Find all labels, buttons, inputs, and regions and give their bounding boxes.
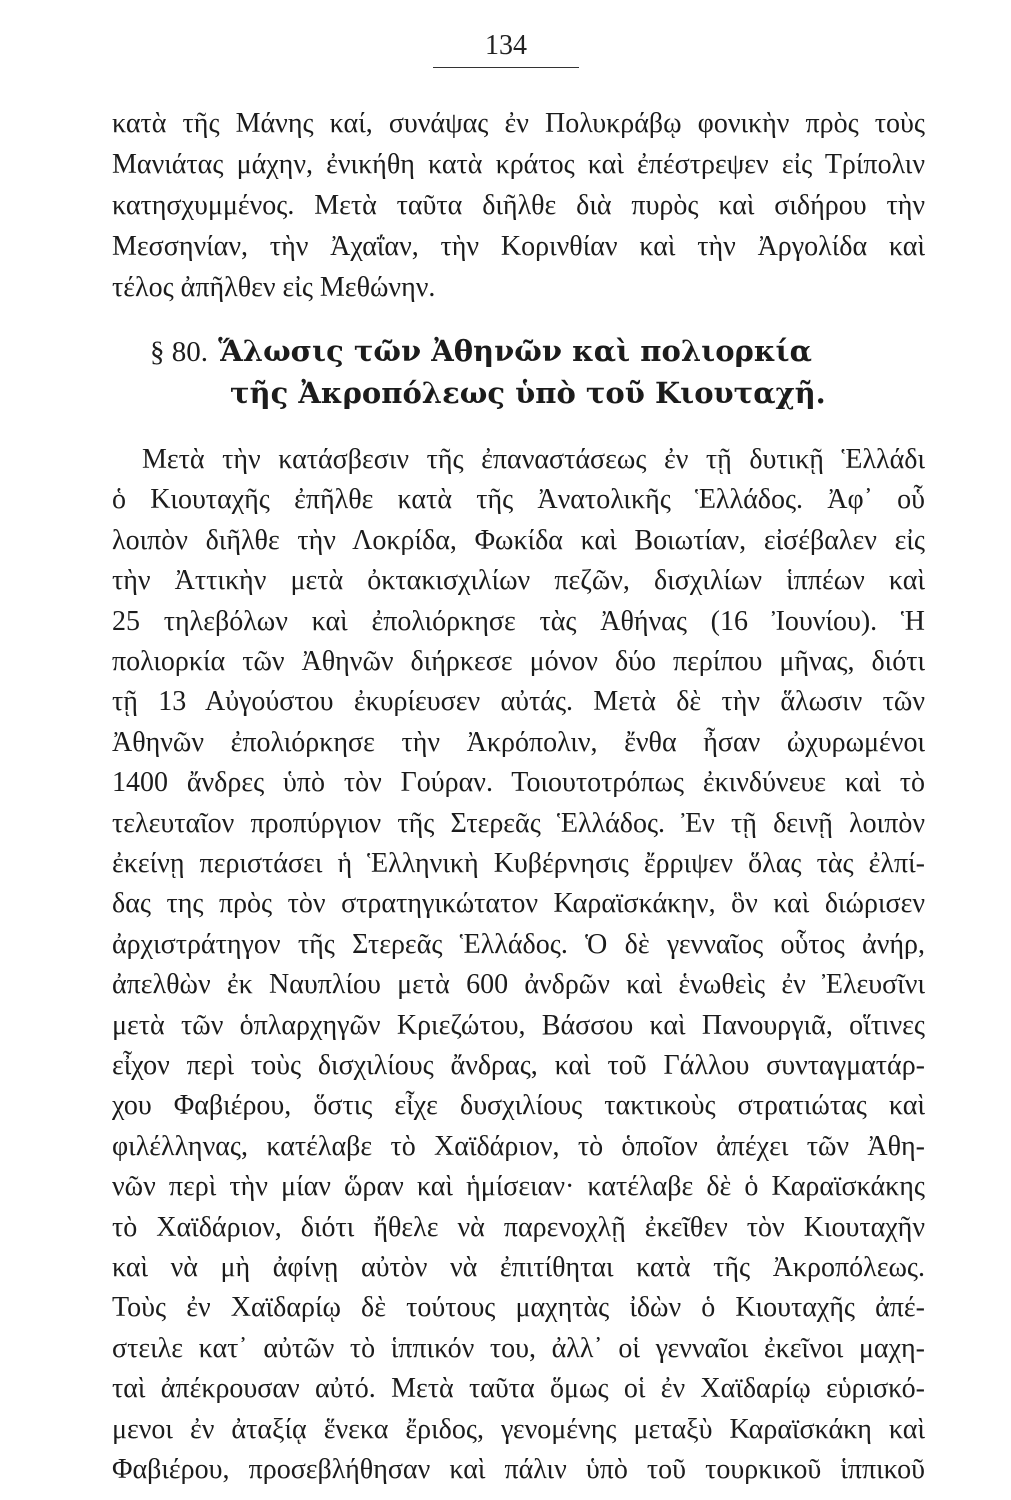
text-line: λοιπὸν διῆλθε τὴν Λοκρίδα, Φωκίδα καὶ Βοιωτίαν, εἰσέβαλεν εἰς (112, 525, 925, 556)
text-line: Φαβιέρου, προσεβλήθησαν καὶ πάλιν ὑπὸ τοῦ τουρκικοῦ ἱππικοῦ (112, 1454, 925, 1485)
section-title-line-1: Ἅλωσις τῶν Ἀθηνῶν καὶ πολιορκία (218, 334, 812, 368)
text-line: πολιορκία τῶν Ἀθηνῶν διήρκεσε μόνον δύο περίπου μῆνας, διότι (112, 646, 925, 677)
page-number-rule (433, 67, 579, 68)
text-line: ταὶ ἀπέκρουσαν αὐτό. Μετὰ ταῦτα ὅμως οἱ ἐν Χαϊδαρίῳ εὑρισκό- (112, 1373, 925, 1404)
text-line: κατησχυμμένος. Μετὰ ταῦτα διῆλθε διὰ πυρὸς καὶ σιδήρου τὴν (112, 190, 925, 221)
text-line: μενοι ἐν ἀταξίᾳ ἕνεκα ἔριδος, γενομένης μεταξὺ Καραϊσκάκη καὶ (112, 1414, 925, 1445)
text-line: δας της πρὸς τὸν στρατηγικώτατον Καραϊσκάκην, ὃν καὶ διώρισεν (112, 888, 925, 919)
text-line: τελευταῖον προπύργιον τῆς Στερεᾶς Ἑλλάδος. Ἐν τῇ δεινῇ λοιπὸν (112, 808, 925, 839)
section-title-line-2: τῆς Ἀκροπόλεως ὑπὸ τοῦ Κιουταχῆ. (230, 376, 826, 410)
text-line: τέλος ἀπῆλθεν εἰς Μεθώνην. (112, 272, 436, 303)
text-line: 1400 ἄνδρες ὑπὸ τὸν Γούραν. Τοιουτοτρόπως ἐκινδύνευε καὶ τὸ (112, 767, 925, 798)
text-line: 25 τηλεβόλων καὶ ἐπολιόρκησε τὰς Ἀθήνας (16 Ἰουνίου). Ἡ (112, 606, 925, 637)
text-line: τῇ 13 Αὐγούστου ἐκυρίευσεν αὐτάς. Μετὰ δὲ τὴν ἅλωσιν τῶν (112, 686, 925, 717)
page-number: 134 (485, 30, 527, 61)
text-line: τὸ Χαϊδάριον, διότι ἤθελε νὰ παρενοχλῇ ἐκεῖθεν τὸν Κιουταχῆν (112, 1212, 925, 1243)
text-line: εἶχον περὶ τοὺς δισχιλίους ἄνδρας, καὶ τοῦ Γάλλου συνταγματάρ- (112, 1050, 925, 1081)
text-line: Τοὺς ἐν Χαϊδαρίῳ δὲ τούτους μαχητὰς ἰδὼν ὁ Κιουταχῆς ἀπέ- (112, 1292, 925, 1323)
text-line: καὶ νὰ μὴ ἀφίνῃ αὐτὸν νὰ ἐπιτίθηται κατὰ τῆς Ἀκροπόλεως. (112, 1252, 925, 1283)
text-line: Μανιάτας μάχην, ἐνικήθη κατὰ κράτος καὶ ἐπέστρεψεν εἰς Τρίπολιν (112, 149, 925, 180)
text-line: νῶν περὶ τὴν μίαν ὥραν καὶ ἡμίσειαν· κατέλαβε δὲ ὁ Καραϊσκάκης (112, 1171, 925, 1202)
text-line: κατὰ τῆς Μάνης καί, συνάψας ἐν Πολυκράβῳ φονικὴν πρὸς τοὺς (112, 108, 925, 139)
text-line: φιλέλληνας, κατέλαβε τὸ Χαϊδάριον, τὸ ὁποῖον ἀπέχει τῶν Ἀθη- (112, 1131, 925, 1162)
text-line: ἐκείνῃ περιστάσει ἡ Ἑλληνικὴ Κυβέρνησις ἔρριψεν ὅλας τὰς ἐλπί- (112, 848, 925, 879)
text-line: Ἀθηνῶν ἐπολιόρκησε τὴν Ἀκρόπολιν, ἔνθα ἦσαν ὠχυρωμένοι (112, 727, 925, 758)
text-line: στειλε κατ᾽ αὐτῶν τὸ ἱππικόν του, ἀλλ᾽ οἱ γενναῖοι ἐκεῖνοι μαχη- (112, 1333, 925, 1364)
text-line: Μετὰ τὴν κατάσβεσιν τῆς ἐπαναστάσεως ἐν τῇ δυτικῇ Ἑλλάδι (142, 444, 925, 475)
text-line: ὁ Κιουταχῆς ἐπῆλθε κατὰ τῆς Ἀνατολικῆς Ἑλλάδος. Ἀφ᾽ οὗ (112, 484, 925, 515)
text-line: ἀρχιστράτηγον τῆς Στερεᾶς Ἑλλάδος. Ὁ δὲ γενναῖος οὗτος ἀνήρ, (112, 929, 925, 960)
text-line: ἀπελθὼν ἐκ Ναυπλίου μετὰ 600 ἀνδρῶν καὶ ἑνωθεὶς ἐν Ἐλευσῖνι (112, 969, 925, 1000)
text-line: μετὰ τῶν ὁπλαρχηγῶν Κριεζώτου, Βάσσου καὶ Πανουργιᾶ, οἵτινες (112, 1010, 925, 1041)
text-line: Μεσσηνίαν, τὴν Ἀχαΐαν, τὴν Κορινθίαν καὶ τὴν Ἀργολίδα καὶ (112, 231, 925, 262)
section-number: § 80. (150, 336, 208, 368)
text-line: τὴν Ἀττικὴν μετὰ ὀκτακισχιλίων πεζῶν, δισχιλίων ἱππέων καὶ (112, 565, 925, 596)
text-line: χου Φαβιέρου, ὅστις εἶχε δυσχιλίους τακτικοὺς στρατιώτας καὶ (112, 1090, 925, 1121)
